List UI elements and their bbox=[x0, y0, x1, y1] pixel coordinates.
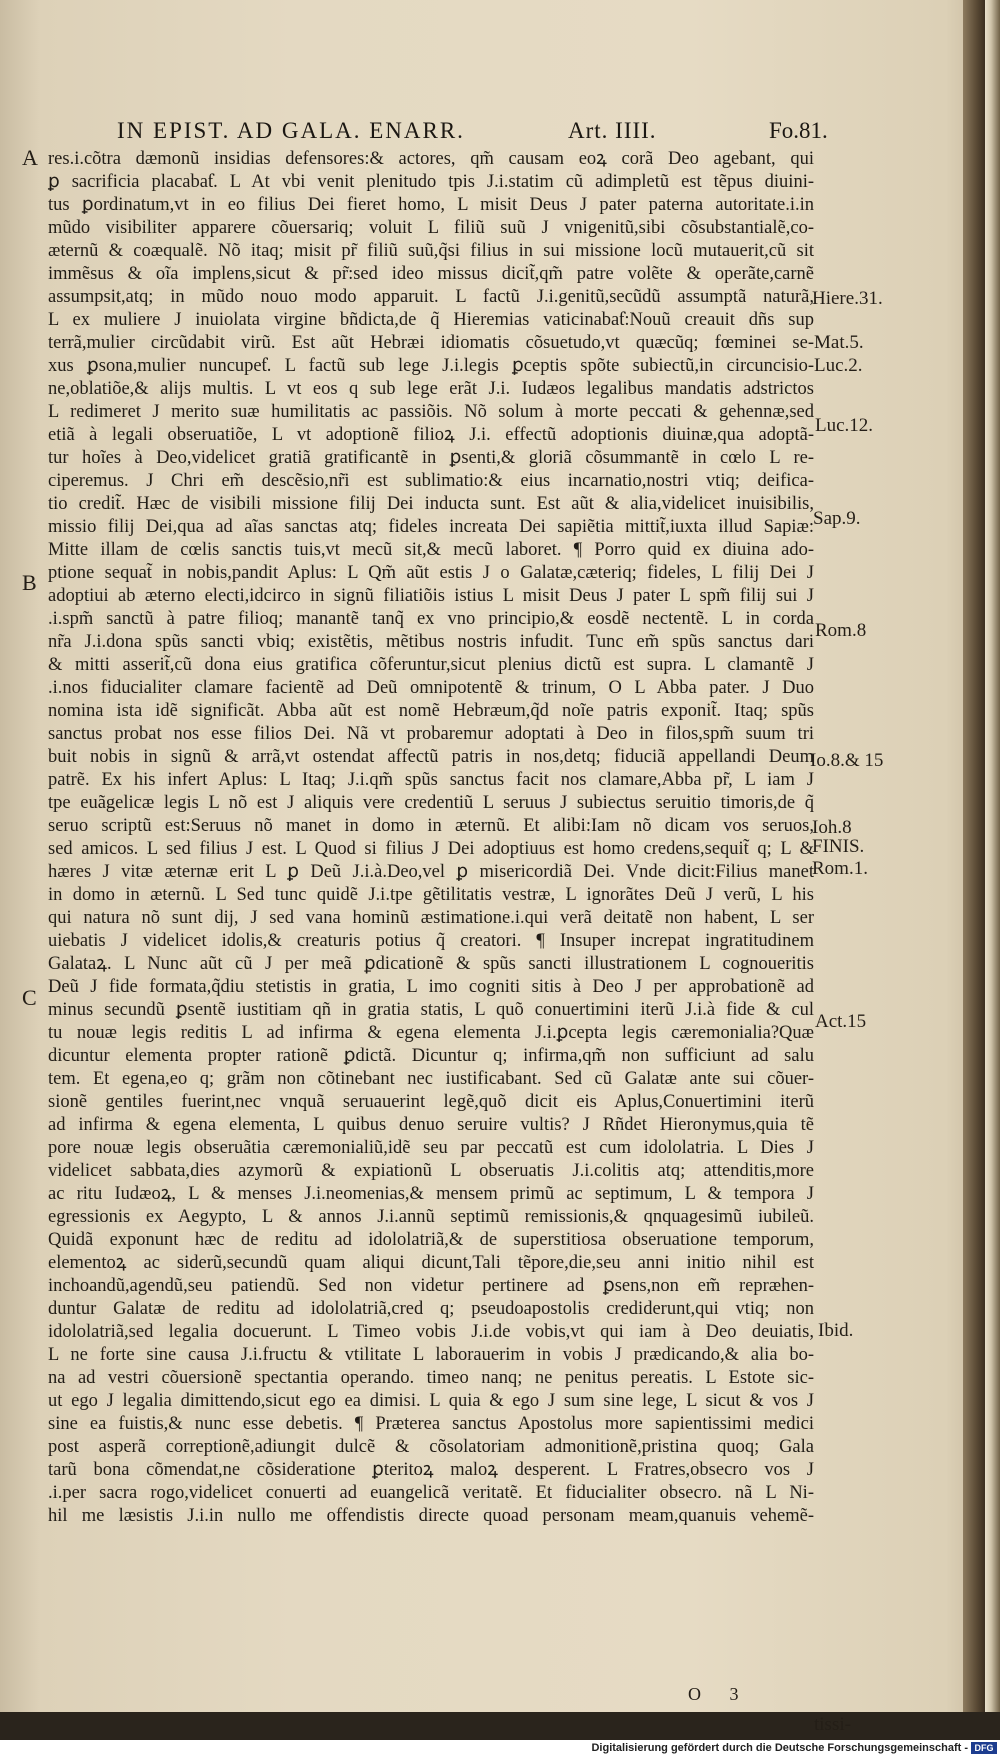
section-letter-c: C bbox=[22, 985, 37, 1010]
text-line: ne,oblatiõe,& alijs multis. L vt eos q sub lege erãt J.i. Iudæos legalibus mandatis adstrictos bbox=[48, 379, 814, 399]
text-line: xus ꝑsona,mulier nuncupeƭ. L factũ sub lege J.i.legis ꝑceptis spõte subiectũ,in circuncisio- bbox=[48, 356, 814, 376]
text-line: ut ego J legalia dimittendo,sicut ego ea dimisi. L quia & ego J sum sine lege, L sicut & vos J bbox=[48, 1391, 814, 1411]
text-line: minus secundũ ꝑsentẽ iustitiam qñ in gratia statis, L quõ conuertimini iterũ J.i.à fide & cul bbox=[48, 1000, 814, 1020]
text-line: tio credit̃. Hæc de visibili missione filij Dei inducta sunt. Est aũt & alia,videlicet inuisibilis, bbox=[48, 494, 814, 514]
text-line: seruo scriptũ est:Seruus nõ manet in domo in æternũ. Et alibi:Iam nõ dicam vos seruos, bbox=[48, 816, 814, 836]
section-letter-b: B bbox=[22, 570, 37, 595]
section-letter-a: A bbox=[22, 145, 38, 170]
text-line: terrã,mulier circũdabit virũ. Est aũt Hebræi idiomatis cõsuetudo,vt quæcũq; fœminei se- bbox=[48, 333, 814, 353]
text-line: .i.nos fiducialiter clamare facientẽ ad Deũ omnipotentẽ & trinum, O L Abba pater. J Duo bbox=[48, 678, 814, 698]
text-line: adoptiui ab æterno electi,idcirco in signũ filiatiõis istius L misit Deus J pater L spm̃ filij sui J bbox=[48, 586, 814, 606]
text-line: pore nouæ legis obseruãtia cæremonialiũ,idẽ seu par peccatũ est cum idololatria. L Dies J bbox=[48, 1138, 814, 1158]
text-line: assumpsit,atq; in mũdo nouo modo apparuit. L factũ J.i.genitũ,secũdũ assumptã naturã, bbox=[48, 287, 814, 307]
running-head bbox=[117, 118, 837, 152]
text-line: buit nobis in signũ & arrã,vt ostendat affectũ patris in nos,detq; fiduciã appellandi Deum bbox=[48, 747, 814, 767]
text-line: sine ea fuistis,& nunc esse debetis. ¶ Præterea sanctus Apostolus more sapientissimi medici bbox=[48, 1414, 814, 1434]
commentary-text bbox=[48, 148, 814, 1528]
text-line: tem. Et egena,eo q; grãm non cõtinebant nec iustificabant. Sed cũ Galatæ ante sui cõuer- bbox=[48, 1069, 814, 1089]
text-line: qui natura nõ sunt dij, J sed vana hominũ æstimatione.i.qui verã deitatẽ non habent, L ser bbox=[48, 908, 814, 928]
text-line: tu nouæ legis reditis L ad infirma & egena elementa J.i.ꝑcepta legis cæremonialia?Quæ bbox=[48, 1023, 814, 1043]
dfg-logo: DFG bbox=[971, 1742, 997, 1754]
text-line: nomina ista idẽ significãt. Abba aũt est nomẽ Hebræum,q̃d noĩe patris exponit̃. Itaq; spũs bbox=[48, 701, 814, 721]
text-line: sanctus probat nos esse filios Dei. Nã vt probaremur adoptati à Deo in filos,spm̃ suum tri bbox=[48, 724, 814, 744]
text-line: idololatriã,sed legalia docuerunt. L Timeo vobis J.i.de vobis,vt qui iam à Deo deuiatis, bbox=[48, 1322, 814, 1342]
text-line: duntur Galatæ de reditu ad idololatriã,cred q; pseudoapostolis crediderunt,qui vtiq; non bbox=[48, 1299, 814, 1319]
text-line: elementoꝝ ac siderũ,secundũ quam aliqui dicunt,Tali tẽpore,die,seu anni initio nihil est bbox=[48, 1253, 814, 1273]
text-line: dicuntur elementa propter rationẽ ꝑdictã. Dicuntur q; infirma,qm̃ non sufficiunt ad salu bbox=[48, 1046, 814, 1066]
text-line: in domo in æternũ. L Sed tunc quidẽ J.i.tpe gẽtilitatis vestræ, L ignorãtes Deũ J verũ, L his bbox=[48, 885, 814, 905]
text-line: L ex muliere J inuiolata virgine bñdicta,de q̃ Hieremias vaticinabaƭ:Nouũ creauit dñs sup bbox=[48, 310, 814, 330]
article-number: Art. IIII. bbox=[568, 118, 657, 143]
margin-note: Act.15 bbox=[815, 1011, 867, 1032]
funding-credit: Digitalisierung gefördert durch die Deutsche Forschungsgemeinschaft - bbox=[591, 1742, 968, 1754]
text-line: tur hoĩes à Deo,videlicet gratiã gratificantẽ in ꝑsenti,& gloriã cõsummantẽ in cœlo L re- bbox=[48, 448, 814, 468]
text-line: ad infirma & egena elementa, L quibus denuo seruire vultis? J Rñdet Hieronymus,quia tẽ bbox=[48, 1115, 814, 1135]
text-line: hil me læsistis J.i.in nullo me offendistis directe quoad personam meam,quanuis vehemẽ- bbox=[48, 1506, 814, 1526]
text-line: post asperã correptionẽ,adiungit dulcẽ & cõsolatoriam admonitionẽ,pristina quoq; Gala bbox=[48, 1437, 814, 1457]
margin-note: Rom.8 bbox=[815, 620, 867, 641]
book-spine bbox=[963, 0, 985, 1712]
text-line: L redimeret J merito suæ humilitatis ac passiõis. Nõ solum à morte peccati & gehennæ,sed bbox=[48, 402, 814, 422]
text-line: immẽsus & oĩa implens,sicut & pr̃:sed ideo missus dicit̃,qm̃ patre volẽte & operãte,carnẽ bbox=[48, 264, 814, 284]
text-line: etiã à legali obseruatiõe, L vt adoptionẽ filioꝝ J.i. effectũ adoptionis diuinæ,qua adoptã- bbox=[48, 425, 814, 445]
text-line: ciperemus. J Chri em̃ descẽsio,nr̃i est sublimatio:& eius incarnatio,nostri vtiq; deifica- bbox=[48, 471, 814, 491]
text-line: sionẽ gentiles fuerint,nec vnquã seruauerint legẽ,quõ dicit eis Aplus,Conuertimini iterũ bbox=[48, 1092, 814, 1112]
footer-bar bbox=[0, 1740, 1000, 1756]
text-line: Deũ J fide formata,q̃diu stetistis in gratia, L imo cogniti sitis à Deo J per approbationẽ ad bbox=[48, 977, 814, 997]
text-line: egressionis ex Aegypto, L & annos J.i.annũ septimũ remissionis,& qnquagesimũ iubileũ. bbox=[48, 1207, 814, 1227]
text-line: Galataꝝ. L Nunc aũt cũ J per meã ꝑdicationẽ & spũs sancti illustrationem L cognoueritis bbox=[48, 954, 814, 974]
margin-note: Hiere.31. bbox=[812, 288, 883, 309]
text-line: hæres J vitæ æternæ erit L ꝑ Deũ J.i.à.Deo,vel ꝑ misericordiã Dei. Vnde dicit:Filius manet bbox=[48, 862, 814, 882]
text-line: inchoandũ,agendũ,seu patiendũ. Sed non videtur pertinere ad ꝑsens,non em̃ repræhen- bbox=[48, 1276, 814, 1296]
text-line: tarũ bona cõmendat,ne cõsideratione ꝑteritoꝝ maloꝝ desperent. L Fratres,obsecro vos J bbox=[48, 1460, 814, 1480]
text-line: tus ꝑordinatum,vt in eo filius Dei fieret homo, L misit Deus J pater paterna autoritate.i.in bbox=[48, 195, 814, 215]
running-title: IN EPIST. AD GALA. ENARR. bbox=[117, 118, 465, 143]
text-line: .i.per sacra rogo,videlicet conuerti ad euangelicã veritatẽ. Et fiducialiter obsecro. nã L Ni- bbox=[48, 1483, 814, 1503]
margin-note: Luc.12. bbox=[815, 415, 874, 436]
text-line: uiebatis J videlicet idolis,& creaturis potius q̃ creatori. ¶ Insuper increpat ingratitudinem bbox=[48, 931, 814, 951]
margin-note: Io.8.& 15 bbox=[810, 750, 884, 771]
text-line: na ad vestri cõuersionẽ spectantia operando. timeo nanq; ne penitus pereatis. L Estote sic- bbox=[48, 1368, 814, 1388]
text-line: æternũ & coæqualẽ. Nõ itaq; misit pr̃ filiũ suũ,q̃si filius in sui missione locũ mutauerit,cũ sit bbox=[48, 241, 814, 261]
folio-number: Fo.81. bbox=[769, 118, 828, 143]
text-line: ac ritu Iudæoꝝ, L & menses J.i.neomenias,& mensem primũ ac septimum, L & tempora J bbox=[48, 1184, 814, 1204]
text-line: nr̃a J.i.dona spũs sancti vbiq; existẽtis, mẽtibus nostris infudit. Tunc em̃ spũs sanctus dari bbox=[48, 632, 814, 652]
text-line: tpe euãgelicæ legis L nõ est J aliquis vere credentiũ L seruus J subiectus seruitio timoris,de q̃ bbox=[48, 793, 814, 813]
text-line: ꝑ sacrificia placabaƭ. L At vbi venit plenitudo tpis J.i.statim cũ adimpletũ est tẽpus diuini- bbox=[48, 172, 814, 192]
text-line: patrẽ. Ex his infert Aplus: L Itaq; J.i.qm̃ spũs sanctus facit nos clamare,Abba pr̃, L iam J bbox=[48, 770, 814, 790]
margin-note: Luc.2. bbox=[814, 355, 863, 376]
text-line: Mitte illam de cœlis sanctis tuis,vt mecũ sit,& mecũ laboret. ¶ Porro quid ex diuina ado- bbox=[48, 540, 814, 560]
margin-note: Ibid. bbox=[818, 1320, 854, 1341]
margin-note: Sap.9. bbox=[813, 508, 861, 529]
text-line: ptione sequat̃ in nobis,pandit Aplus: L Qm̃ aũt estis J o Galatæ,cæteriq; fideles, L filij Dei J bbox=[48, 563, 814, 583]
margin-note: FINIS. bbox=[812, 836, 865, 857]
signature-mark: O 3 bbox=[688, 1684, 751, 1704]
margin-note: Ioh.8 bbox=[812, 817, 852, 838]
text-line: mũdo visibiliter apparere cõuersariq; voluit L filiũ suũ J vnigenitũ,sibi cõsubstantialẽ,co- bbox=[48, 218, 814, 238]
text-line: Quidã exponunt hæc de reditu ad idololatriã,& de superstitiosa obseruatione temporum, bbox=[48, 1230, 814, 1250]
margin-note: Mat.5. bbox=[814, 332, 864, 353]
text-line: missio filij Dei,qua ad aĩas sanctas atq; fideles increata Dei sapiẽtia mittit̃,iuxta illud Sapiæ: bbox=[48, 517, 814, 537]
text-line: res.i.cõtra dæmonũ insidias defensores:& actores, qm̃ causam eoꝝ corã Deo agebant, qui bbox=[48, 149, 814, 169]
margin-note: Rom.1. bbox=[812, 858, 868, 879]
text-line: .i.spm̃ sanctũ à patre filioq; manantẽ tanq̃ ex vno principio,& eosdẽ nectentẽ. L in corda bbox=[48, 609, 814, 629]
text-line: L ne forte sine causa J.i.fructu & vtilitate L laborauerim in vobis J prædicando,& alia bo- bbox=[48, 1345, 814, 1365]
page-edge bbox=[985, 0, 1000, 1712]
text-line: videlicet sabbata,dies azymorũ & expiationũ L obseruatis J.i.colitis atq; attenditis,more bbox=[48, 1161, 814, 1181]
catchword: tissi- bbox=[814, 1714, 851, 1735]
text-line: & mitti asserit̃,cũ dona eius gratifica cõferuntur,sicut plenius dictũ est supra. L clamantẽ J bbox=[48, 655, 814, 675]
text-line: sed amicos. L sed filius J est. L Quod si filius J Dei adoptiuus est homo credens,sequit̃ q; L & bbox=[48, 839, 814, 859]
